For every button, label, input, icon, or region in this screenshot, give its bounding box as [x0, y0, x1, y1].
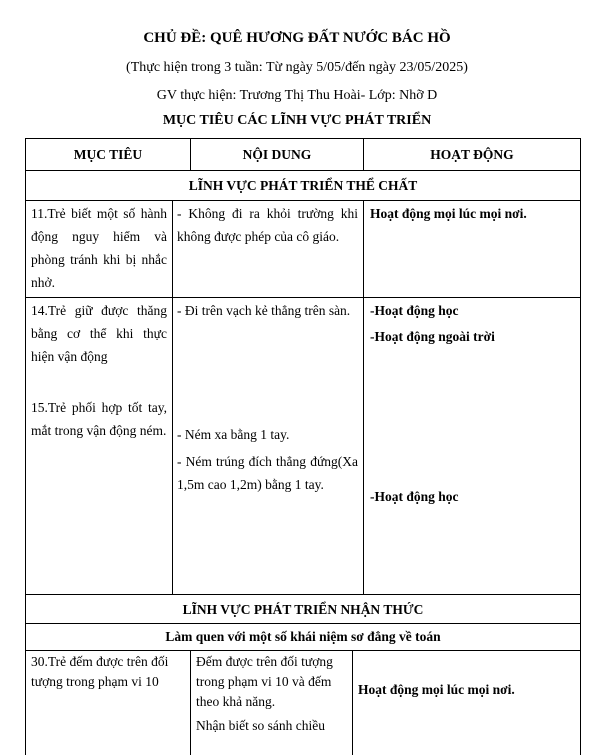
content-text: Đếm được trên đối tượng trong phạm vi 10 và đếm theo khả năng. — [196, 654, 333, 709]
period-line: (Thực hiện trong 3 tuần: Từ ngày 5/05/đến ngày 23/05/2025) — [126, 60, 468, 75]
col-divider — [363, 200, 364, 595]
section-title: MỤC TIÊU CÁC LĨNH VỰC PHÁT TRIỂN — [162, 113, 432, 128]
goal-15-text: 15.Trẻ phối hợp tốt tay, mắt trong vận động ném. — [31, 400, 167, 438]
cognitive-section-heading: LĨNH VỰC PHÁT TRIỂN NHẬN THỨC — [182, 602, 424, 617]
table-rule — [25, 297, 581, 298]
table-rule — [25, 594, 581, 595]
column-header-activities: HOẠT ĐỘNG — [430, 147, 514, 162]
table-rule — [25, 200, 581, 201]
table-border-top — [25, 138, 581, 139]
content-text: - Không đi ra khỏi trường khi không được phép của cô giáo. — [177, 206, 358, 244]
activity-text: -Hoạt động học — [370, 489, 459, 504]
column-header-content: NỘI DUNG — [242, 147, 312, 162]
goal-30-text: 30.Trẻ đếm được trên đối tượng trong phạm vi 10 — [31, 654, 169, 689]
table-rule — [25, 170, 581, 171]
column-header-goals: MỤC TIÊU — [73, 147, 143, 162]
content-text: - Ném trúng đích thẳng đứng(Xa 1,5m cao 1,2m) bằng 1 tay. — [177, 454, 358, 492]
goal-14-text: 14.Trẻ giữ được thăng bằng cơ thể khi thực hiện vận động — [31, 303, 167, 364]
physical-section-heading: LĨNH VỰC PHÁT TRIỂN THỂ CHẤT — [188, 178, 418, 193]
math-subheading: Làm quen với một số khái niệm sơ đẳng về toán — [165, 629, 441, 644]
col-divider — [172, 200, 173, 595]
content-text: Nhận biết so sánh chiều — [196, 718, 325, 733]
theme-title: CHỦ ĐỀ: QUÊ HƯƠNG ĐẤT NƯỚC BÁC HỒ — [143, 30, 451, 46]
col-divider — [352, 650, 353, 755]
table-border-right — [580, 138, 581, 755]
teacher-line: GV thực hiện: Trương Thị Thu Hoài- Lớp: Nhỡ D — [156, 88, 438, 103]
col-divider — [190, 650, 191, 755]
activity-text: Hoạt động mọi lúc mọi nơi. — [370, 206, 527, 221]
activity-text: Hoạt động mọi lúc mọi nơi. — [358, 682, 515, 697]
table-rule — [25, 623, 581, 624]
table-border-left — [25, 138, 26, 755]
content-text: - Ném xa bằng 1 tay. — [177, 427, 290, 442]
goal-11-text: 11.Trẻ biết một số hành động nguy hiểm và phòng tránh khi bị nhắc nhở. — [31, 206, 167, 290]
activity-text: -Hoạt động học — [370, 303, 459, 318]
activity-text: -Hoạt động ngoài trời — [370, 329, 495, 344]
content-text: - Đi trên vạch kẻ thẳng trên sàn. — [177, 303, 351, 318]
table-rule — [25, 650, 581, 651]
